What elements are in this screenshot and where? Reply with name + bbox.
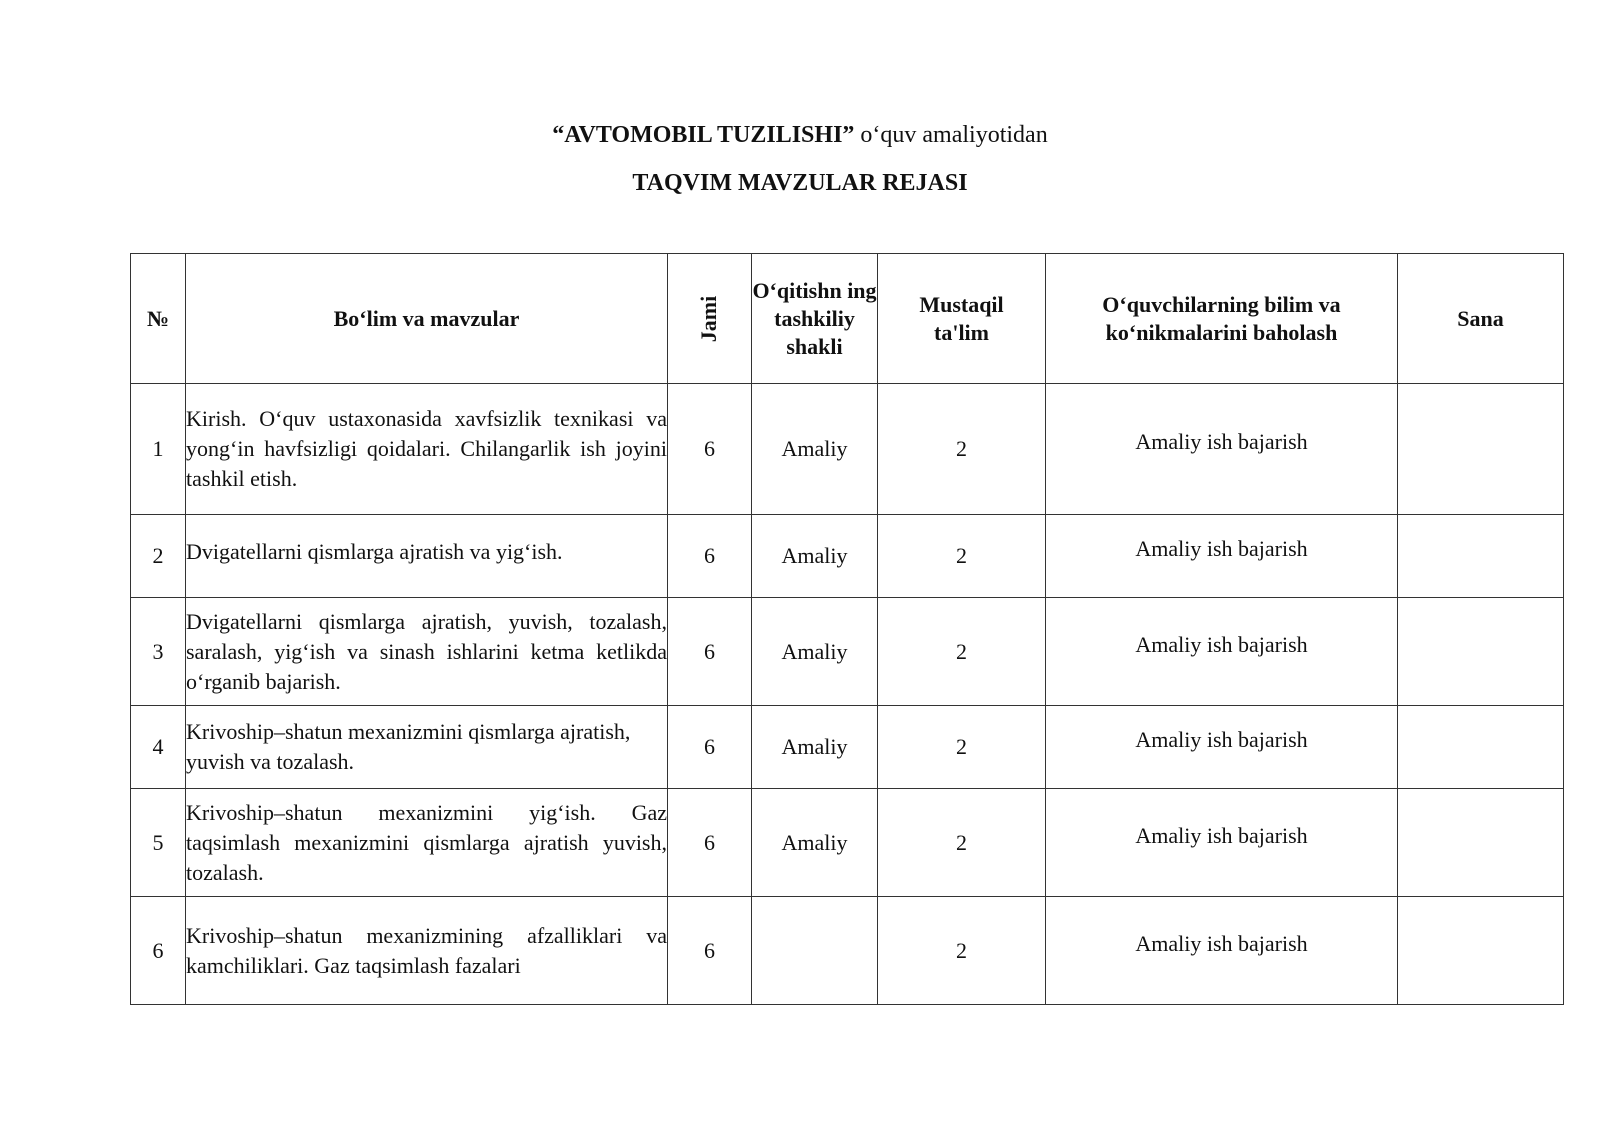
row-baho [1046,897,1398,1005]
table-row [131,598,1564,706]
header-baho: O‘quvchilarning bilim va ko‘nikmalarini baholash [1046,254,1398,384]
row-shakl: Amaliy [752,789,878,897]
row-topic: Kirish. O‘quv ustaxonasida xavfsizlik texnikasi va yong‘in havfsizligi qoidalari. Chilangarlik ish joyini tashkil etish. [186,384,668,515]
row-baho-text: Amaliy ish bajarish [1135,631,1308,657]
row-mustaqil: 2 [878,515,1046,598]
row-shakl: Amaliy [752,598,878,706]
row-jami: 6 [668,384,752,515]
row-shakl [752,897,878,1005]
row-number: 6 [131,897,186,1005]
schedule-table [130,253,1564,1005]
row-number: 3 [131,598,186,706]
document-subtitle: TAQVIM MAVZULAR REJASI [632,170,968,196]
row-baho [1046,515,1398,598]
table-row [131,706,1564,789]
row-baho-text: Amaliy ish bajarish [1135,727,1308,752]
header-jami-label: Jami [696,295,722,342]
row-mustaqil: 2 [878,789,1046,897]
row-baho [1046,598,1398,706]
row-baho [1046,706,1398,789]
table-row [131,515,1564,598]
row-sana [1398,515,1564,598]
row-mustaqil: 2 [878,598,1046,706]
row-shakl: Amaliy [752,515,878,598]
header-topic: Bo‘lim va mavzular [186,254,668,384]
row-topic: Krivoship–shatun mexanizmini qismlarga ajratish, yuvish va tozalash. [186,706,668,789]
row-baho [1046,789,1398,897]
row-topic: Dvigatellarni qismlarga ajratish, yuvish, tozalash, saralash, yig‘ish va sinash ishlarini ketma ketlikda o‘rganib bajarish. [186,598,668,706]
table-row [131,384,1564,515]
row-number: 4 [131,706,186,789]
header-number: № [131,254,186,384]
document-title-bold: “AVTOMOBIL TUZILISHI” [552,122,855,148]
row-sana [1398,598,1564,706]
row-baho-text: Amaliy ish bajarish [1135,429,1308,454]
row-baho-text: Amaliy ish bajarish [1135,536,1308,561]
row-sana [1398,789,1564,897]
row-number: 2 [131,515,186,598]
row-jami: 6 [668,897,752,1005]
row-mustaqil: 2 [878,706,1046,789]
row-shakl: Amaliy [752,706,878,789]
table-row [131,897,1564,1005]
row-sana [1398,384,1564,515]
table-row [131,789,1564,897]
document-title-rest: o‘quv amaliyotidan [854,122,1048,148]
row-mustaqil: 2 [878,897,1046,1005]
row-topic: Dvigatellarni qismlarga ajratish va yig‘ish. [186,515,668,598]
row-shakl: Amaliy [752,384,878,515]
row-jami: 6 [668,598,752,706]
row-jami: 6 [668,789,752,897]
row-baho-text: Amaliy ish bajarish [1135,822,1308,848]
row-baho-text: Amaliy ish bajarish [1135,930,1308,956]
row-number: 1 [131,384,186,515]
row-topic: Krivoship–shatun mexanizmining afzalliklari va kamchiliklari. Gaz taqsimlash fazalari [186,897,668,1005]
row-sana [1398,706,1564,789]
row-jami: 6 [668,706,752,789]
header-mustaqil: Mustaqil ta'lim [878,254,1046,384]
row-baho [1046,384,1398,515]
row-mustaqil: 2 [878,384,1046,515]
table-header-row [131,254,1564,384]
header-sana: Sana [1398,254,1564,384]
row-sana [1398,897,1564,1005]
document-title [0,120,1600,150]
row-number: 5 [131,789,186,897]
row-jami: 6 [668,515,752,598]
header-jami [668,254,752,384]
header-shakl: O‘qitishn ing tashkiliy shakli [752,254,878,384]
row-topic: Krivoship–shatun mexanizmini yig‘ish. Gaz taqsimlash mexanizmini qismlarga ajratish yuvish, tozalash. [186,789,668,897]
